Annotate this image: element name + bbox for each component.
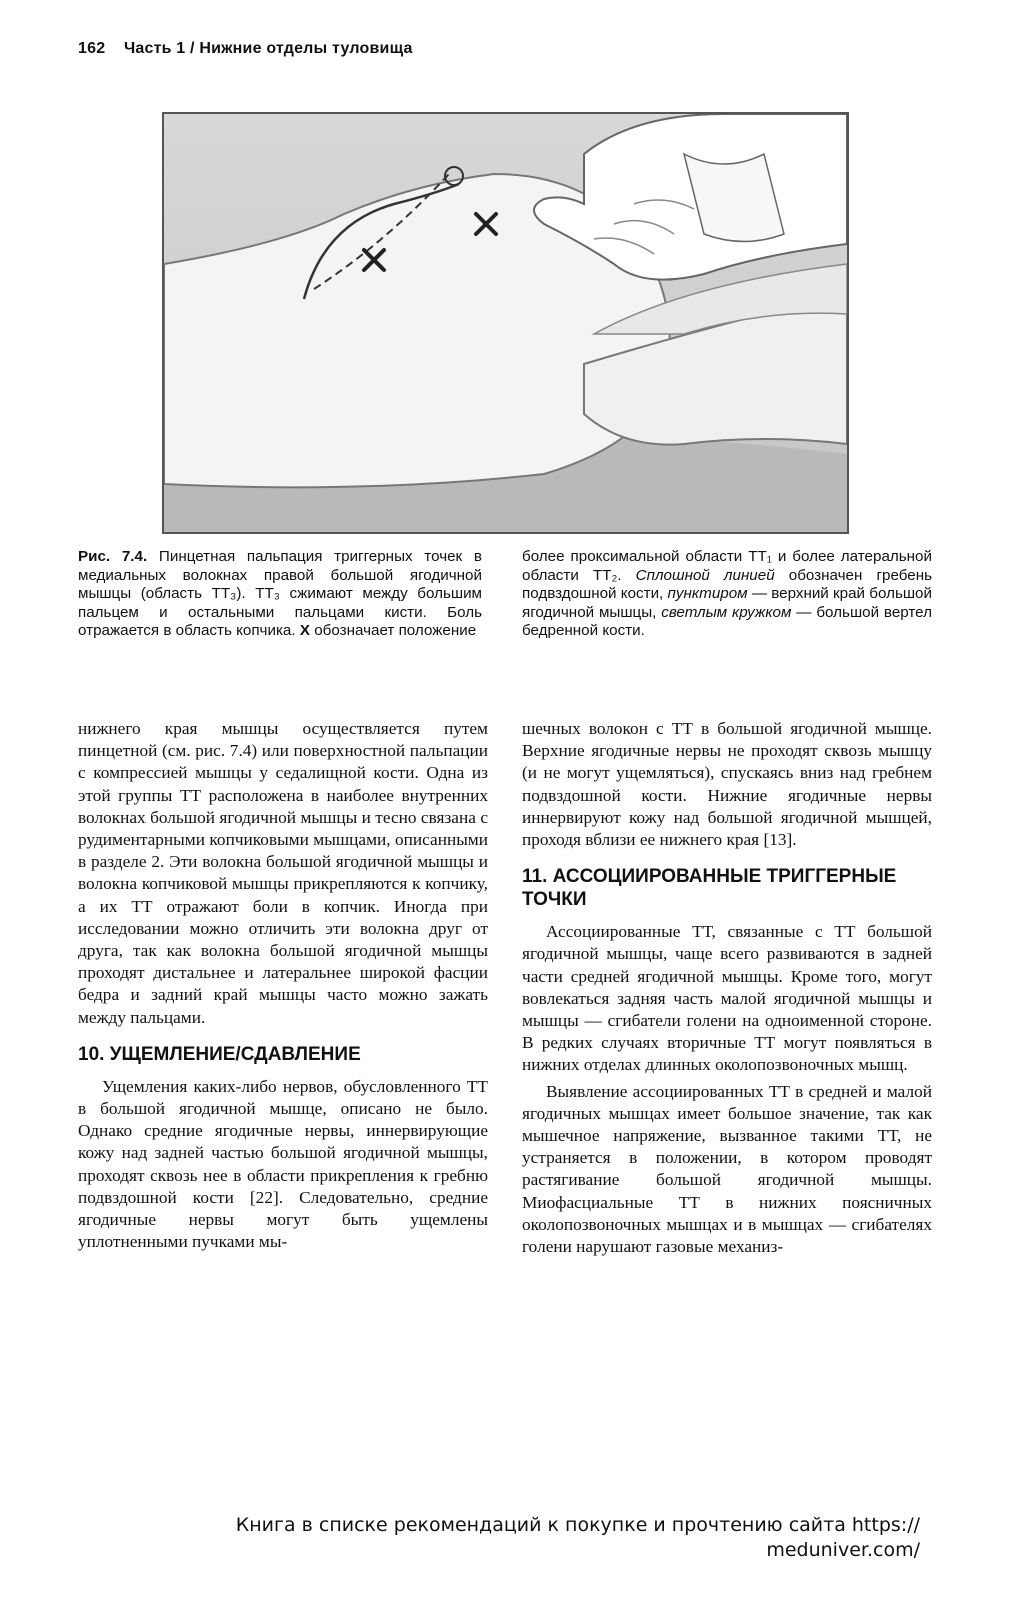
caption-text-2: обозначает положение	[314, 622, 477, 640]
caption-text-6: — большой вертел бедренной кости.	[522, 603, 932, 640]
figure-label: Рис. 7.4.	[78, 548, 148, 565]
caption-solid-line: Сплошной линией	[635, 566, 775, 584]
paragraph: шечных волокон с ТТ в большой ягодичной мышце. Верхние ягодичные нервы не проходят сквозь мышцу (и не могут ущемляться), спускаясь вниз над гребнем подвздошной кости. Нижние ягодичные нервы иннервируют кожу над большой ягодичной мышцей, проходя вблизи ее нижнего края [13].	[522, 719, 932, 850]
running-head	[78, 40, 413, 58]
figure-caption-part-2	[522, 548, 932, 641]
caption-circle: светлым кружком	[661, 603, 792, 621]
caption-text-4: обозначен гребень подвздошной кости,	[522, 566, 932, 603]
watermark-line-2: meduniver.com/	[766, 1539, 920, 1561]
figure-illustration	[162, 112, 849, 534]
section-title: Часть 1 / Нижние отделы туловища	[123, 40, 413, 57]
paragraph: Ассоциированные ТТ, связанные с ТТ большой ягодичной мышцы, чаще всего развиваются в задней части средней ягодичной мышцы. Кроме того, могут вовлекаться задняя часть малой ягодичной мышцы и мышцы — сгибатели голени на одноименной стороне. В редких случаях вторичные ТТ могут появляться в нижних отделах длинных околопозвоночных мышц.	[522, 922, 932, 1075]
watermark-line-1: Книга в списке рекомендаций к покупке и прочтению сайта https://	[235, 1514, 920, 1536]
section-heading-11: 11. АССОЦИИРОВАННЫЕ ТРИГГЕРНЫЕ ТОЧКИ	[522, 866, 897, 911]
paragraph: нижнего края мышцы осуществляется путем пинцетной (см. рис. 7.4) или поверхностной пальпации с компрессией мышцы у седалищной кости. Одна из этой группы ТТ расположена в наиболее внутренних волокнах большой ягодичной мышцы и тесно связана с рудиментарными копчиковыми мышцами, описанными в разделе 2. Эти волокна большой ягодичной мышцы и волокна копчиковой мышцы прикрепляются к копчику, а их ТТ отражают боли в копчик. Иногда при исследовании можно отличить эти волокна друг от друга, так как волокна большой ягодичной мышцы проходят дистальнее и латеральнее широкой фасции бедра и задний край мышцы часто можно зажать между пальцами.	[78, 719, 488, 1027]
page-number: 162	[78, 40, 106, 57]
caption-x-mark: X	[299, 622, 310, 640]
paragraph: Выявление ассоциированных ТТ в средней и малой ягодичных мышцах имеет большое значение, так как мышечное напряжение, вызванное такими ТТ, не устраняется в положении, в котором проводят растягивание большой ягодичной мышцы. Миофасциальные ТТ в нижних поясничных околопозвоночных мышцах и в мышцах — сгибателях голени нарушают газовые механиз-	[522, 1081, 932, 1257]
figure-caption-part-1	[78, 548, 482, 641]
palpation-drawing	[164, 114, 847, 532]
section-heading-10: 10. УЩЕМЛЕНИЕ/СДАВЛЕНИЕ	[78, 1043, 361, 1065]
paragraph: Ущемления каких-либо нервов, обусловленного ТТ в большой ягодичной мышце, описано не было. Однако средние ягодичные нервы, иннервирующие кожу над задней частью большой ягодичной мышцы, проходят сквозь нее в области прикрепления к гребню подвздошной кости [22]. Следовательно, средние ягодичные нервы могут быть ущемлены уплотненными пучками мы-	[78, 1076, 488, 1252]
left-column	[78, 718, 488, 1253]
site-watermark	[150, 1513, 920, 1563]
caption-dotted: пунктиром	[667, 585, 748, 603]
caption-text-5: — верхний край большой ягодичной мышцы,	[522, 585, 932, 621]
right-column	[522, 718, 932, 1258]
caption-text-1: Пинцетная пальпация триггерных точек в медиальных волокнах правой большой ягодичной мышцы (область ТТ₃). ТТ₃ сжимают между большим пальцем и остальными пальцами кисти. Боль отражается в область копчика.	[78, 548, 482, 640]
caption-text-3: более проксимальной области ТТ₁ и более латеральной области ТТ₂.	[522, 548, 932, 584]
